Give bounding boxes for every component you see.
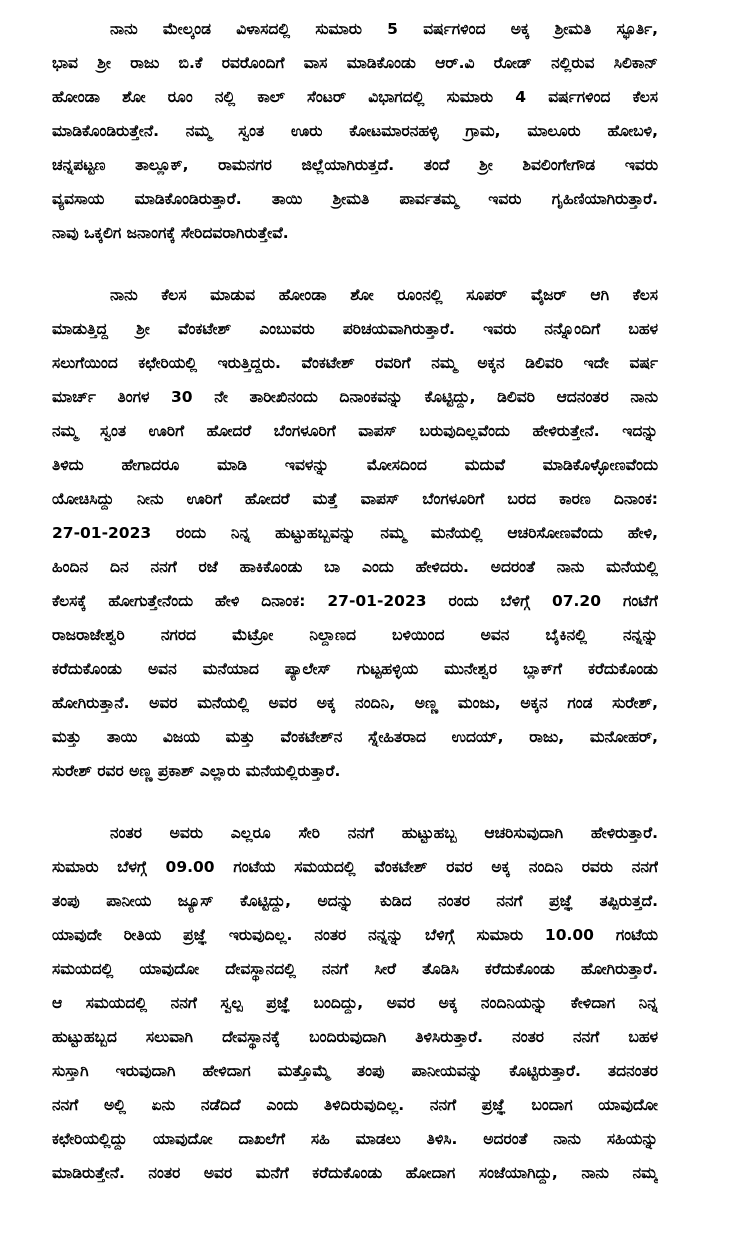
text-line: ಹೋಗಿರುತ್ತಾನೆ. ಅವರ ಮನೆಯಲ್ಲಿ ಅವರ ಅಕ್ಕ ನಂದಿನಿ, ಅಣ್ಣ ಮಂಜು, ಅಕ್ಕನ ಗಂಡ ಸುರೇಶ್, — [52, 694, 658, 712]
text-line: ನಾವು ಒಕ್ಕಲಿಗ ಜನಾಂಗಕ್ಕೆ ಸೇರಿದವರಾಗಿರುತ್ತೇವೆ. — [52, 224, 289, 242]
text-line: ಸುಮಾರು ಬೆಳಗ್ಗೆ 09.00 ಗಂಟೆಯ ಸಮಯದಲ್ಲಿ ವೆಂಕಟೇಶ್ ರವರ ಅಕ್ಕ ನಂದಿನಿ ರವರು ನನಗೆ — [52, 858, 658, 876]
text-line: ನಾನು ಕೆಲಸ ಮಾಡುವ ಹೋಂಡಾ ಶೋ ರೂಂನಲ್ಲಿ ಸೂಪರ್ ವೈಜರ್ ಆಗಿ ಕೆಲಸ — [110, 286, 658, 304]
text-line: ಮತ್ತು ತಾಯಿ ವಿಜಯ ಮತ್ತು ವೆಂಕಟೇಶ್‌ನ ಸ್ನೇಹಿತರಾದ ಉದಯ್, ರಾಜು, ಮನೋಹರ್, — [52, 728, 658, 746]
text-line: ಸಮಯದಲ್ಲಿ ಯಾವುದೋ ದೇವಸ್ಥಾನದಲ್ಲಿ ನನಗೆ ಸೀರೆ ತೊಡಿಸಿ ಕರೆದುಕೊಂಡು ಹೋಗಿರುತ್ತಾರೆ. — [52, 960, 658, 978]
document-page — [52, 12, 658, 1190]
paragraph-spacer — [52, 250, 658, 278]
text-line: ಭಾವ ಶ್ರೀ ರಾಜು ಬಿ.ಕೆ ರವರೊಂದಿಗೆ ವಾಸ ಮಾಡಿಕೊಂಡು ಆರ್.ವಿ ರೋಡ್ ನಲ್ಲಿರುವ ಸಿಲಿಕಾನ್ — [52, 54, 658, 72]
paragraph-1 — [52, 12, 658, 250]
text-line: ರಾಜರಾಜೇಶ್ವರಿ ನಗರದ ಮೆಟ್ರೋ ನಿಲ್ದಾಣದ ಬಳಿಯಿಂದ ಅವನ ಬೈಕಿನಲ್ಲಿ ನನ್ನನ್ನು — [52, 626, 658, 644]
text-line: ಕೆಲಸಕ್ಕೆ ಹೋಗುತ್ತೇನೆಂದು ಹೇಳಿ ದಿನಾಂಕ: 27-01-2023 ರಂದು ಬೆಳಿಗ್ಗೆ 07.20 ಗಂಟೆಗೆ — [52, 592, 658, 610]
paragraph-3 — [52, 816, 658, 1190]
text-line: ಮಾಡುತ್ತಿದ್ದ ಶ್ರೀ ವೆಂಕಟೇಶ್ ಎಂಬುವರು ಪರಿಚಯವಾಗಿರುತ್ತಾರೆ. ಇವರು ನನ್ನೊಂದಿಗೆ ಬಹಳ — [52, 320, 658, 338]
text-line: ಕರೆದುಕೊಂಡು ಅವನ ಮನೆಯಾದ ಪ್ಯಾಲೇಸ್ ಗುಟ್ಟಹಳ್ಳಿಯ ಮುನೇಶ್ವರ ಬ್ಲಾಕ್‌ಗೆ ಕರೆದುಕೊಂಡು — [52, 660, 658, 678]
text-line: ಮಾಡಿಕೊಂಡಿರುತ್ತೇನೆ. ನಮ್ಮ ಸ್ವಂತ ಊರು ಕೋಟಮಾರನಹಳ್ಳಿ ಗ್ರಾಮ, ಮಾಲೂರು ಹೋಬಳಿ, — [52, 122, 658, 140]
text-line: ಮಾರ್ಚ್ ತಿಂಗಳ 30 ನೇ ತಾರೀಖಿನಂದು ದಿನಾಂಕವನ್ನು ಕೊಟ್ಟಿದ್ದು, ಡಿಲಿವರಿ ಆದನಂತರ ನಾನು — [52, 388, 658, 406]
text-line: ತಿಳಿದು ಹೇಗಾದರೂ ಮಾಡಿ ಇವಳನ್ನು ಮೋಸದಿಂದ ಮದುವೆ ಮಾಡಿಕೊಳ್ಳೋಣವೆಂದು — [52, 456, 658, 474]
text-line: ಯೋಚಿಸಿದ್ದು ನೀನು ಊರಿಗೆ ಹೋದರೆ ಮತ್ತೆ ವಾಪಸ್ ಬೆಂಗಳೂರಿಗೆ ಬರದ ಕಾರಣ ದಿನಾಂಕ: — [52, 490, 658, 508]
text-line: ತಂಪು ಪಾನೀಯ ಜ್ಯೂಸ್ ಕೊಟ್ಟಿದ್ದು, ಅದನ್ನು ಕುಡಿದ ನಂತರ ನನಗೆ ಪ್ರಜ್ಞೆ ತಪ್ಪಿರುತ್ತದೆ. — [52, 892, 658, 910]
paragraph-2 — [52, 278, 658, 788]
text-line: ಹುಟ್ಟುಹಬ್ಬದ ಸಲುವಾಗಿ ದೇವಸ್ಥಾನಕ್ಕೆ ಬಂದಿರುವುದಾಗಿ ತಿಳಿಸಿರುತ್ತಾರೆ. ನಂತರ ನನಗೆ ಬಹಳ — [52, 1028, 658, 1046]
text-line: ಚನ್ನಪಟ್ಟಣ ತಾಲ್ಲೂಕ್, ರಾಮನಗರ ಜಿಲ್ಲೆಯಾಗಿರುತ್ತದೆ. ತಂದೆ ಶ್ರೀ ಶಿವಲಿಂಗೇಗೌಡ ಇವರು — [52, 156, 658, 174]
text-line: ನಾನು ಮೇಲ್ಕಂಡ ವಿಳಾಸದಲ್ಲಿ ಸುಮಾರು 5 ವರ್ಷಗಳಿಂದ ಅಕ್ಕ ಶ್ರೀಮತಿ ಸ್ಫೂರ್ತಿ, — [110, 20, 658, 38]
text-line: ಸುರೇಶ್ ರವರ ಅಣ್ಣ ಪ್ರಕಾಶ್ ಎಲ್ಲಾರು ಮನೆಯಲ್ಲಿರುತ್ತಾರೆ. — [52, 762, 341, 780]
text-line: ಸಲುಗೆಯಿಂದ ಕಛೇರಿಯಲ್ಲಿ ಇರುತ್ತಿದ್ದರು. ವೆಂಕಟೇಶ್ ರವರಿಗೆ ನಮ್ಮ ಅಕ್ಕನ ಡಿಲಿವರಿ ಇದೇ ವರ್ಷ — [52, 354, 658, 372]
text-line: ಮಾಡಿರುತ್ತೇನೆ. ನಂತರ ಅವರ ಮನೆಗೆ ಕರೆದುಕೊಂಡು ಹೋದಾಗ ಸಂಜೆಯಾಗಿದ್ದು, ನಾನು ನಮ್ಮ — [52, 1164, 658, 1182]
text-line: ಹಿಂದಿನ ದಿನ ನನಗೆ ರಜೆ ಹಾಕಿಕೊಂಡು ಬಾ ಎಂದು ಹೇಳಿದರು. ಅದರಂತೆ ನಾನು ಮನೆಯಲ್ಲಿ — [52, 558, 658, 576]
text-line: ಕಛೇರಿಯಲ್ಲಿದ್ದು ಯಾವುದೋ ದಾಖಲೆಗೆ ಸಹಿ ಮಾಡಲು ತಿಳಿಸಿ. ಅದರಂತೆ ನಾನು ಸಹಿಯನ್ನು — [52, 1130, 658, 1148]
text-line: ಯಾವುದೇ ರೀತಿಯ ಪ್ರಜ್ಞೆ ಇರುವುದಿಲ್ಲ. ನಂತರ ನನ್ನನ್ನು ಬೆಳಿಗ್ಗೆ ಸುಮಾರು 10.00 ಗಂಟೆಯ — [52, 926, 658, 944]
text-line: ಸುಸ್ತಾಗಿ ಇರುವುದಾಗಿ ಹೇಳಿದಾಗ ಮತ್ತೊಮ್ಮೆ ತಂಪು ಪಾನೀಯವನ್ನು ಕೊಟ್ಟಿರುತ್ತಾರೆ. ತದನಂತರ — [52, 1062, 658, 1080]
text-line: ನಮ್ಮ ಸ್ವಂತ ಊರಿಗೆ ಹೋದರೆ ಬೆಂಗಳೂರಿಗೆ ವಾಪಸ್ ಬರುವುದಿಲ್ಲವೆಂದು ಹೇಳಿರುತ್ತೇನೆ. ಇದನ್ನು — [52, 422, 658, 440]
paragraph-spacer — [52, 788, 658, 816]
text-line: ಹೋಂಡಾ ಶೋ ರೂಂ ನಲ್ಲಿ ಕಾಲ್ ಸೆಂಟರ್ ವಿಭಾಗದಲ್ಲಿ ಸುಮಾರು 4 ವರ್ಷಗಳಿಂದ ಕೆಲಸ — [52, 88, 658, 106]
text-line: 27-01-2023 ರಂದು ನಿನ್ನ ಹುಟ್ಟುಹಬ್ಬವನ್ನು ನಮ್ಮ ಮನೆಯಲ್ಲಿ ಆಚರಿಸೋಣವೆಂದು ಹೇಳಿ, — [52, 524, 658, 542]
text-line: ಆ ಸಮಯದಲ್ಲಿ ನನಗೆ ಸ್ವಲ್ಪ ಪ್ರಜ್ಞೆ ಬಂದಿದ್ದು, ಅವರ ಅಕ್ಕ ನಂದಿನಿಯನ್ನು ಕೇಳಿದಾಗ ನಿನ್ನ — [52, 994, 658, 1012]
text-line: ನಂತರ ಅವರು ಎಲ್ಲರೂ ಸೇರಿ ನನಗೆ ಹುಟ್ಟುಹಬ್ಬ ಆಚರಿಸುವುದಾಗಿ ಹೇಳಿರುತ್ತಾರೆ. — [110, 824, 658, 842]
text-line: ನನಗೆ ಅಲ್ಲಿ ಏನು ನಡೆದಿದೆ ಎಂದು ತಿಳಿದಿರುವುದಿಲ್ಲ. ನನಗೆ ಪ್ರಜ್ಞೆ ಬಂದಾಗ ಯಾವುದೋ — [52, 1096, 658, 1114]
text-line: ವ್ಯವಸಾಯ ಮಾಡಿಕೊಂಡಿರುತ್ತಾರೆ. ತಾಯಿ ಶ್ರೀಮತಿ ಪಾರ್ವತಮ್ಮ ಇವರು ಗೃಹಿಣಿಯಾಗಿರುತ್ತಾರೆ. — [52, 190, 658, 208]
